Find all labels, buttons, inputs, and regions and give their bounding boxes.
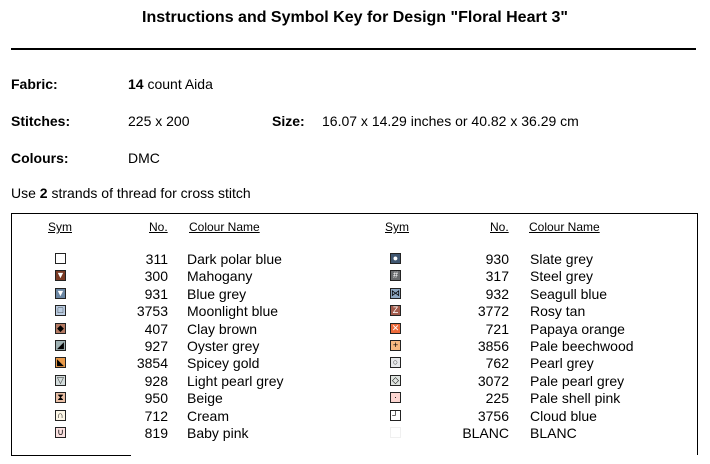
colour-name: Moonlight blue	[187, 303, 279, 320]
down-triangle-icon: ▼	[56, 270, 65, 281]
hourglass-icon: ⧗	[55, 392, 66, 403]
z-icon: Z	[390, 305, 401, 316]
down-triangle-icon: ▼	[56, 287, 65, 298]
colour-name: Clay brown	[187, 320, 258, 337]
colour-name: Baby pink	[187, 425, 249, 441]
colour-number: 721	[485, 320, 509, 337]
colour-number: 311	[145, 251, 168, 267]
colour-name: Steel grey	[530, 268, 594, 285]
header-no-left: No.	[149, 220, 168, 234]
ring-icon: ○	[390, 357, 401, 368]
fabric-value	[128, 76, 213, 92]
colour-number: BLANC	[462, 425, 509, 441]
colour-name: Cloud blue	[530, 407, 597, 424]
colour-name: Pale pearl grey	[530, 372, 625, 389]
corner-triangle-icon: ◢	[55, 340, 66, 351]
size-value: 16.07 x 14.29 inches or 40.82 x 36.29 cm	[322, 113, 579, 129]
colour-number: 712	[144, 407, 168, 424]
diamond-icon: ◆	[55, 323, 66, 334]
fabric-label: Fabric:	[11, 76, 58, 92]
colour-number: 3753	[136, 303, 168, 320]
fabric-count: 14	[128, 76, 144, 92]
circle-icon: ●	[390, 253, 401, 264]
hash-icon: #	[390, 270, 401, 281]
colour-name: Pearl grey	[530, 355, 594, 372]
left-triangle-icon: ◣	[55, 357, 66, 368]
outline-diamond-icon: ◇	[390, 375, 401, 386]
colour-number: 931	[144, 285, 168, 302]
colour-number: 928	[144, 372, 168, 389]
colour-number: 950	[144, 390, 168, 407]
colours-label: Colours:	[11, 150, 69, 166]
outline-triangle-icon: ▽	[55, 375, 66, 386]
colour-number: 3756	[477, 407, 509, 424]
cup-icon: ∪	[55, 427, 66, 438]
strands-instruction	[11, 185, 251, 201]
corner-icon: ┘	[390, 410, 401, 421]
empty-square-icon	[55, 253, 66, 264]
colour-name: Blue grey	[187, 285, 247, 302]
colour-number: 762	[485, 355, 509, 372]
header-no-right: No.	[490, 220, 509, 234]
table-bottom-line	[11, 455, 131, 456]
colour-name: Pale beechwood	[530, 338, 634, 354]
colour-name: Cream	[187, 407, 230, 424]
colour-number: 3854	[136, 355, 168, 372]
colour-number: 927	[144, 338, 168, 354]
page-title: Instructions and Symbol Key for Design "Floral Heart 3"	[142, 9, 568, 26]
colour-name: Mahogany	[187, 268, 253, 285]
colour-number: 3856	[477, 338, 509, 354]
header-sym-right: Sym	[385, 220, 409, 234]
colour-number: 930	[485, 251, 509, 267]
header-sym-left: Sym	[48, 220, 72, 234]
colour-number: 225	[485, 390, 509, 407]
size-label: Size:	[272, 113, 305, 129]
colour-number: 407	[144, 320, 168, 337]
arch-icon: ∩	[55, 410, 66, 421]
colour-name: Spicey gold	[187, 355, 260, 372]
colour-name: Slate grey	[530, 251, 594, 267]
colour-number: 317	[485, 268, 509, 285]
square-icon: □	[55, 305, 66, 316]
colour-name: Dark polar blue	[187, 251, 282, 267]
plus-icon: +	[390, 340, 401, 351]
bowtie-icon: ⋈	[391, 287, 400, 298]
colour-name: Papaya orange	[530, 320, 625, 337]
dot-icon: ·	[390, 392, 401, 403]
strands-pre: Use	[11, 185, 40, 201]
strands-count: 2	[39, 185, 48, 201]
colour-number: 3772	[477, 303, 509, 320]
header-name-right: Colour Name	[529, 220, 600, 234]
colour-name: Pale shell pink	[530, 390, 621, 407]
title-divider	[11, 48, 696, 50]
header-name-left: Colour Name	[189, 220, 260, 234]
cross-icon: ✕	[391, 322, 400, 333]
colour-number: 3072	[477, 372, 509, 389]
strands-post: strands of thread for cross stitch	[47, 185, 251, 201]
colour-name: Seagull blue	[530, 285, 608, 302]
colour-number: 819	[144, 425, 168, 441]
stitches-value: 225 x 200	[128, 113, 190, 129]
colour-name: Light pearl grey	[187, 372, 284, 389]
blank-icon	[390, 427, 401, 438]
fabric-type: count Aida	[143, 76, 213, 92]
colour-name: Beige	[187, 390, 223, 407]
colour-name: Oyster grey	[187, 338, 260, 354]
colour-name: BLANC	[530, 425, 577, 441]
colour-number: 300	[144, 268, 168, 285]
colour-number: 932	[485, 285, 509, 302]
stitches-label: Stitches:	[11, 113, 71, 129]
colour-name: Rosy tan	[530, 303, 586, 320]
colours-value: DMC	[128, 150, 160, 166]
